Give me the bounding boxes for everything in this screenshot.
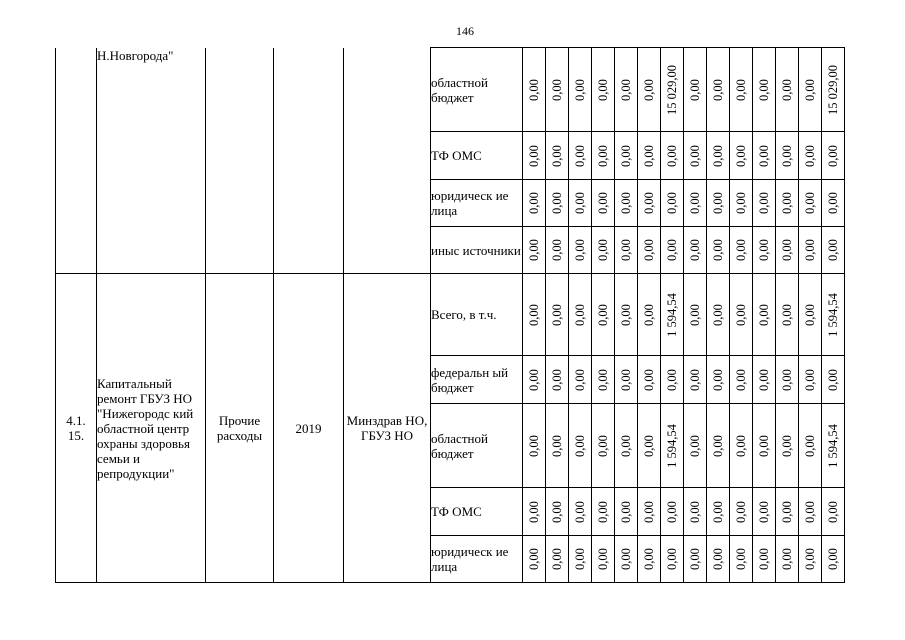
value-cell: 0,00 (826, 500, 840, 523)
item-category: Прочие расходы (216, 413, 263, 443)
item-name: Капитальный ремонт ГБУЗ НО "Нижегородс кий областной центр охраны здоровья семьи и репродукции" (97, 375, 194, 481)
value-cell: 0,00 (734, 500, 748, 523)
value-cell: 0,00 (665, 500, 679, 523)
value-cell: 0,00 (642, 368, 656, 391)
category-cell (206, 274, 274, 583)
funding-source: ТФ ОМС (431, 132, 523, 180)
value-cell: 0,00 (527, 78, 541, 101)
value-cell: 0,00 (803, 500, 817, 523)
value-cell: 0,00 (527, 303, 541, 326)
value-cell: 0,00 (642, 500, 656, 523)
value-cell: 0,00 (527, 434, 541, 457)
value-cell: 0,00 (734, 548, 748, 570)
item-name-cell (97, 48, 206, 274)
value-cell: 0,00 (711, 192, 725, 214)
value-cell: 0,00 (780, 144, 794, 167)
value-cell: 0,00 (826, 239, 840, 261)
value-cell: 0,00 (596, 192, 610, 214)
value-cell: 0,00 (573, 192, 587, 214)
value-cell: 0,00 (734, 192, 748, 214)
value-cell: 0,00 (550, 368, 564, 391)
value-cell: 0,00 (527, 548, 541, 570)
value-cell: 0,00 (596, 78, 610, 101)
value-cell: 15 029,00 (665, 64, 679, 115)
value-cell: 0,00 (780, 434, 794, 457)
value-cell: 0,00 (596, 144, 610, 167)
value-cell: 15 029,00 (826, 64, 840, 115)
value-cell: 0,00 (619, 144, 633, 167)
value-cell: 0,00 (688, 192, 702, 214)
value-cell: 0,00 (619, 500, 633, 523)
value-cell: 0,00 (642, 192, 656, 214)
value-cell: 1 594,54 (826, 423, 840, 468)
item-number: 4.1. 15. (66, 413, 86, 443)
value-cell: 0,00 (734, 434, 748, 457)
value-cell: 0,00 (550, 303, 564, 326)
executor-cell (344, 274, 431, 583)
value-cell: 0,00 (550, 192, 564, 214)
value-cell: 0,00 (826, 548, 840, 570)
value-cell: 0,00 (780, 78, 794, 101)
value-cell: 0,00 (527, 500, 541, 523)
category-cell (206, 48, 274, 274)
value-cell: 0,00 (780, 500, 794, 523)
value-cell: 0,00 (803, 78, 817, 101)
value-cell: 0,00 (665, 239, 679, 261)
value-cell: 0,00 (527, 368, 541, 391)
value-cell: 0,00 (688, 239, 702, 261)
value-cell: 1 594,54 (665, 292, 679, 337)
value-cell: 0,00 (573, 78, 587, 101)
value-cell: 1 594,54 (826, 292, 840, 337)
value-cell: 0,00 (826, 144, 840, 167)
value-cell: 0,00 (619, 434, 633, 457)
value-cell: 0,00 (757, 192, 771, 214)
value-cell: 0,00 (596, 500, 610, 523)
value-cell: 0,00 (550, 239, 564, 261)
value-cell: 0,00 (619, 368, 633, 391)
value-cell: 0,00 (688, 144, 702, 167)
value-cell: 0,00 (619, 548, 633, 570)
executor-cell (344, 48, 431, 274)
value-cell: 0,00 (527, 192, 541, 214)
item-executor: Минздрав НО, ГБУЗ НО (346, 413, 428, 443)
item-year: 2019 (295, 420, 322, 436)
value-cell: 0,00 (803, 144, 817, 167)
value-cell: 0,00 (527, 144, 541, 167)
value-cell: 0,00 (688, 434, 702, 457)
value-cell: 0,00 (688, 368, 702, 391)
value-cell: 0,00 (642, 239, 656, 261)
value-cell: 0,00 (757, 303, 771, 326)
value-cell: 0,00 (573, 434, 587, 457)
value-cell: 0,00 (550, 500, 564, 523)
value-cell: 0,00 (711, 239, 725, 261)
value-cell: 0,00 (527, 239, 541, 261)
value-cell: 0,00 (803, 239, 817, 261)
value-cell: 0,00 (826, 368, 840, 391)
value-cell: 0,00 (619, 239, 633, 261)
value-cell: 0,00 (734, 78, 748, 101)
value-cell: 0,00 (550, 78, 564, 101)
value-cell: 0,00 (780, 548, 794, 570)
value-cell: 0,00 (757, 500, 771, 523)
value-cell: 0,00 (642, 78, 656, 101)
value-cell: 0,00 (780, 192, 794, 214)
value-cell: 0,00 (757, 434, 771, 457)
value-cell: 0,00 (734, 144, 748, 167)
value-cell: 0,00 (596, 239, 610, 261)
item-number-cell (56, 274, 97, 583)
table-row (56, 274, 845, 356)
funding-source: Всего, в т.ч. (431, 274, 523, 356)
funding-source: ТФ ОМС (431, 488, 523, 536)
value-cell: 0,00 (780, 239, 794, 261)
value-cell: 0,00 (803, 303, 817, 326)
value-cell: 0,00 (803, 368, 817, 391)
value-cell: 0,00 (803, 192, 817, 214)
value-cell: 0,00 (826, 192, 840, 214)
value-cell: 0,00 (757, 78, 771, 101)
value-cell: 0,00 (596, 303, 610, 326)
value-cell: 0,00 (780, 368, 794, 391)
value-cell: 0,00 (642, 434, 656, 457)
value-cell: 0,00 (711, 144, 725, 167)
funding-source: федеральн ый бюджет (431, 356, 523, 404)
item-number-cell (56, 48, 97, 274)
funding-source: иныс источники (431, 227, 523, 274)
value-cell: 0,00 (688, 548, 702, 570)
item-name-cell (97, 274, 206, 583)
value-cell: 0,00 (757, 144, 771, 167)
budget-table (55, 47, 845, 583)
value-cell: 0,00 (757, 368, 771, 391)
value-cell: 0,00 (596, 368, 610, 391)
funding-source: юридическ ие лица (431, 536, 523, 583)
value-cell: 0,00 (803, 548, 817, 570)
table-body (56, 48, 845, 583)
funding-source: областной бюджет (431, 404, 523, 488)
value-cell: 0,00 (711, 303, 725, 326)
value-cell: 0,00 (665, 368, 679, 391)
value-cell: 0,00 (665, 192, 679, 214)
value-cell: 0,00 (803, 434, 817, 457)
value-cell: 0,00 (550, 144, 564, 167)
value-cell: 0,00 (711, 368, 725, 391)
value-cell: 0,00 (688, 500, 702, 523)
value-cell: 0,00 (734, 303, 748, 326)
table-row (56, 48, 845, 132)
value-cell: 0,00 (642, 548, 656, 570)
funding-source: областной бюджет (431, 48, 523, 132)
value-cell: 0,00 (688, 78, 702, 101)
value-cell: 0,00 (665, 548, 679, 570)
value-cell: 0,00 (619, 303, 633, 326)
value-cell: 0,00 (665, 144, 679, 167)
value-cell: 0,00 (573, 303, 587, 326)
value-cell: 0,00 (596, 548, 610, 570)
value-cell: 0,00 (573, 548, 587, 570)
value-cell: 0,00 (573, 144, 587, 167)
value-cell: 0,00 (734, 368, 748, 391)
year-cell (274, 274, 344, 583)
value-cell: 1 594,54 (665, 423, 679, 468)
value-cell: 0,00 (780, 303, 794, 326)
value-cell: 0,00 (596, 434, 610, 457)
value-cell: 0,00 (711, 434, 725, 457)
value-cell: 0,00 (688, 303, 702, 326)
value-cell: 0,00 (573, 368, 587, 391)
page-number: 146 (456, 24, 474, 38)
year-cell (274, 48, 344, 274)
value-cell: 0,00 (757, 239, 771, 261)
value-cell: 0,00 (573, 500, 587, 523)
value-cell: 0,00 (550, 548, 564, 570)
funding-source: юридическ ие лица (431, 180, 523, 227)
value-cell: 0,00 (642, 144, 656, 167)
value-cell: 0,00 (642, 303, 656, 326)
value-cell: 0,00 (711, 500, 725, 523)
value-cell: 0,00 (619, 78, 633, 101)
value-cell: 0,00 (734, 239, 748, 261)
value-cell: 0,00 (711, 548, 725, 570)
item-name-tail: Н.Новгорода" (97, 47, 174, 63)
value-cell: 0,00 (550, 434, 564, 457)
value-cell: 0,00 (757, 548, 771, 570)
value-cell: 0,00 (711, 78, 725, 101)
value-cell: 0,00 (619, 192, 633, 214)
value-cell: 0,00 (573, 239, 587, 261)
